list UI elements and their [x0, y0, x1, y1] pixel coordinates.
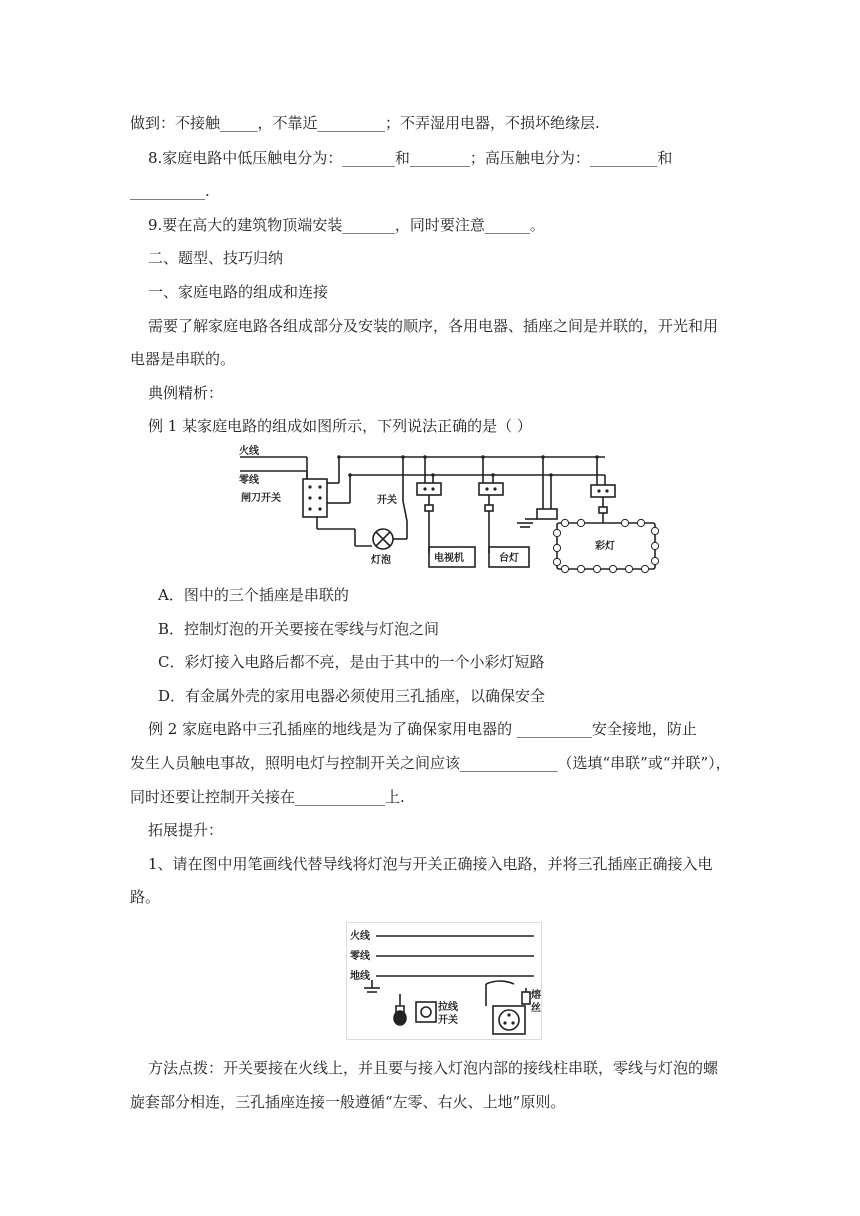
paragraph-line-1: 需要了解家庭电路各组成部分及安装的顺序，各用电器、插座之间是并联的，开光和用	[148, 317, 719, 335]
label-string-lights: 彩灯	[595, 541, 615, 552]
question-8-line-1: 8.家庭电路中低压触电分为：_______和________；高压触电分为：_________和	[148, 149, 673, 167]
household-circuit-diagram	[235, 441, 675, 576]
method-tip-line-2: 旋套部分相连，三孔插座连接一般遵循“左零、右火、上地”原则。	[130, 1093, 566, 1111]
extension-heading: 拓展提升：	[148, 821, 224, 839]
example-2-line-2: 发生人员触电事故，照明电灯与控制开关之间应该_____________（选填“串联”或“并联”），	[130, 754, 731, 772]
label-tv: 电视机	[434, 553, 464, 564]
label-knife-switch: 闸刀开关	[241, 493, 281, 504]
label-live-2: 火线	[350, 931, 370, 942]
label-neutral-2: 零线	[350, 951, 370, 962]
exercise-1-line-1: 1、请在图中用笔画线代替导线将灯泡与开关正确接入电路，并将三孔插座正确接入电	[148, 855, 713, 873]
exercise-1-line-2: 路。	[130, 888, 161, 906]
label-desk-lamp: 台灯	[499, 553, 519, 564]
example-1-question: 例 1 某家庭电路的组成如图所示，下列说法正确的是（ ）	[148, 417, 532, 435]
example-2-line-1: 例 2 家庭电路中三孔插座的地线是为了确保家用电器的 __________安全接地，防止	[148, 720, 697, 738]
label-ground-2: 地线	[350, 971, 370, 982]
label-fuse-2: 丝	[531, 1003, 541, 1014]
label-neutral: 零线	[239, 475, 259, 486]
text-line-1: 做到：不接触_____，不靠近_________；不弄湿用电器，不损坏绝缘层.	[130, 114, 600, 132]
option-a: A．图中的三个插座是串联的	[158, 586, 349, 604]
example-2-line-3: 同时还要让控制开关接在____________上.	[130, 788, 405, 806]
method-tip-line-1: 方法点拨：开关要接在火线上，并且要与接入灯泡内部的接线柱串联，零线与灯泡的螺	[148, 1059, 719, 1077]
subsection-heading-1: 一、家庭电路的组成和连接	[148, 283, 329, 301]
option-d: D．有金属外壳的家用电器必须使用三孔插座，以确保安全	[158, 687, 546, 705]
label-live: 火线	[239, 446, 259, 457]
example-heading: 典例精析：	[148, 384, 224, 402]
label-bulb: 灯泡	[371, 555, 391, 566]
label-fuse-1: 熔	[531, 990, 541, 1001]
wiring-exercise-diagram	[346, 922, 542, 1040]
option-b: B．控制灯泡的开关要接在零线与灯泡之间	[158, 620, 440, 638]
label-switch: 开关	[377, 495, 397, 506]
section-heading-2: 二、题型、技巧归纳	[148, 249, 284, 267]
label-pull-switch-1: 拉线	[438, 1002, 458, 1013]
paragraph-line-2: 电器是串联的。	[130, 350, 236, 368]
option-c: C．彩灯接入电路后都不亮，是由于其中的一个小彩灯短路	[158, 653, 545, 671]
label-pull-switch-2: 开关	[438, 1015, 458, 1026]
question-9: 9.要在高大的建筑物顶端安装_______，同时要注意______。	[148, 216, 545, 234]
question-8-line-2: __________.	[130, 182, 210, 200]
